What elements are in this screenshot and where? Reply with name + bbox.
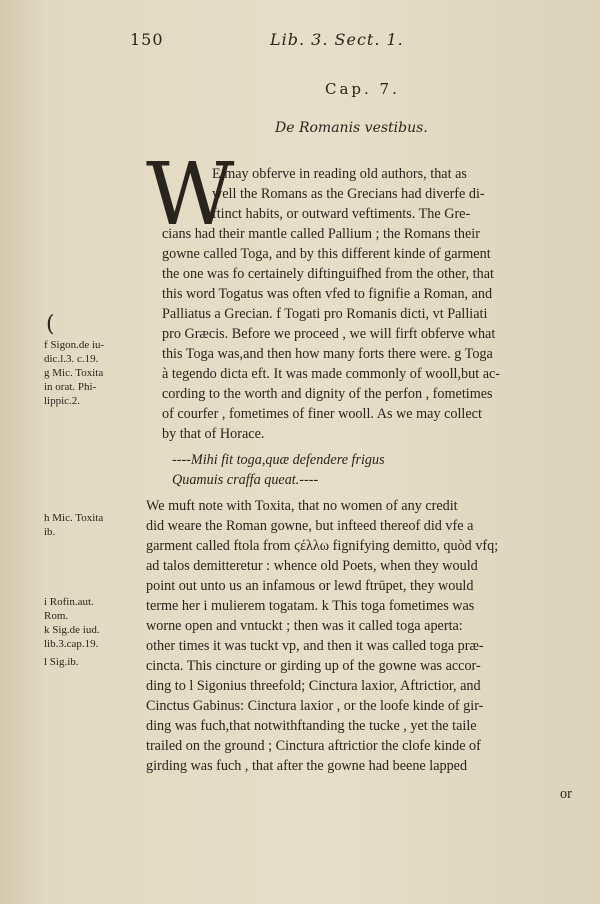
body-line: the one was fo certainely diftinguifhed from the other, that — [162, 266, 494, 282]
body-line: point out unto us an infamous or lewd ftrūpet, they would — [146, 578, 474, 594]
body-line: ding to l Sigonius threefold; Cinctura laxior, Aftrictior, and — [146, 678, 481, 694]
drop-cap: W — [146, 145, 235, 245]
chapter-heading: Cap. 7. — [325, 80, 400, 98]
verse-line: Quamuis craffa queat.---- — [172, 472, 319, 488]
body-line: garment called ftola from ϛέλλω fignifying demitto, quòd vfq; — [146, 538, 499, 554]
body-line: We muft note with Toxita, that no women of any credit — [146, 498, 458, 514]
body-line: ftinct habits, or outward veftiments. The Gre- — [212, 206, 471, 222]
body-line: Palliatus a Grecian. f Togati pro Romanis dicti, vt Palliati — [162, 306, 488, 322]
body-line: did weare the Roman gowne, but infteed thereof did vfe a — [146, 518, 474, 534]
body-line: of courfer , fometimes of finer wooll. As we may collect — [162, 406, 482, 422]
body-line: terme her i mulierem togatam. k This toga fometimes was — [146, 598, 475, 614]
body-line: girding was fuch , that after the gowne had beene lapped — [146, 758, 468, 774]
margin-note: i Rofin.aut. — [44, 596, 94, 608]
body-line: ding was fuch,that notwithftanding the tucke , yet the taile — [146, 718, 477, 734]
margin-note: Rom. — [44, 610, 69, 622]
margin-note: dic.l.3. c.19. — [44, 353, 99, 365]
body-line: pro Græcis. Before we proceed , we will firft obferve what — [162, 326, 496, 342]
body-line: cincta. This cincture or girding up of the gowne was accor- — [146, 658, 481, 674]
margin-note: ib. — [44, 526, 56, 538]
verse-line: ----Mihi fit toga,quæ defendere frigus — [172, 452, 385, 468]
body-line: worne open and vntuckt ; then was it called toga aperta: — [146, 618, 463, 634]
body-line: cording to the worth and dignity of the perfon , fometimes — [162, 386, 493, 402]
body-line: ad talos demitteretur : whence old Poets, when they would — [146, 558, 478, 574]
body-line: E may obferve in reading old authors, that as — [212, 166, 467, 182]
body-line: à tegendo dicta eft. It was made commonly of wooll,but ac- — [162, 366, 501, 382]
margin-note: f Sigon.de iu- — [44, 339, 105, 351]
margin-note: h Mic. Toxita — [44, 512, 104, 524]
body-line: trailed on the ground ; Cinctura aftrictior the clofe kinde of — [146, 738, 481, 754]
body-line: this Toga was,and then how many forts there were. g Toga — [162, 346, 493, 362]
body-line: cians had their mantle called Pallium ; the Romans their — [162, 226, 480, 242]
page-header — [130, 30, 404, 49]
margin-note: k Sig.de iud. — [44, 624, 100, 636]
page-number: 150 — [130, 30, 164, 49]
chapter-subtitle: De Romanis vestibus. — [275, 120, 428, 136]
margin-note: l Sig.ib. — [44, 656, 79, 668]
margin-note: lib.3.cap.19. — [44, 638, 99, 650]
body-line: well the Romans as the Grecians had diverfe di- — [212, 186, 485, 202]
body-line: by that of Horace. — [162, 426, 265, 442]
margin-bracket: ( — [46, 312, 55, 337]
body-line: Cinctus Gabinus: Cinctura laxior , or the loofe kinde of gir- — [146, 698, 484, 714]
margin-note: g Mic. Toxita — [44, 367, 104, 379]
margin-note: lippic.2. — [44, 395, 81, 407]
margin-note: in orat. Phi- — [44, 381, 97, 393]
body-line: other times it was tuckt vp, and then it was called toga præ- — [146, 638, 484, 654]
catchword: or — [560, 786, 572, 802]
running-title: Lib. 3. Sect. 1. — [270, 30, 404, 49]
body-line: gowne called Toga, and by this different kinde of garment — [162, 246, 491, 262]
body-line: this word Togatus was often vfed to fignifie a Roman, and — [162, 286, 493, 302]
